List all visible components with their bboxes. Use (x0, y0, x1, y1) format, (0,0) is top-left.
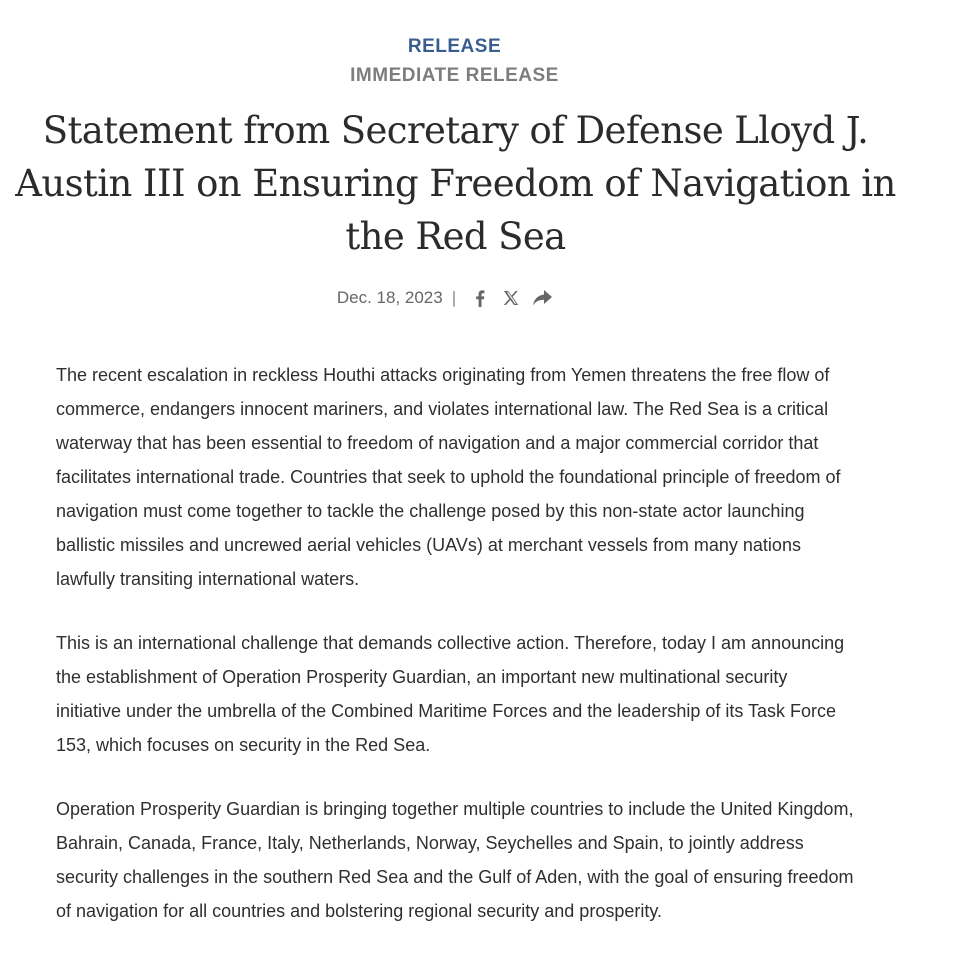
article-paragraph: The recent escalation in reckless Houthi attacks originating from Yemen threatens the free flow of commerce, endangers innocent mariners, and violates international law. The Red Sea is a critical waterway that has been essential to freedom of navigation and a major commercial corridor that facilitates international trade. Countries that seek to uphold the foundational principle of freedom of navigation must come together to tackle the challenge posed by this non-state actor launching ballistic missiles and uncrewed aerial vehicles (UAVs) at merchant vessels from many nations lawfully transiting international waters. (56, 365, 841, 589)
article-paragraph: This is an international challenge that demands collective action. Therefore, today I am announcing the establishment of Operation Prosperity Guardian, an important new multinational security initiative under the umbrella of the Combined Maritime Forces and the leadership of its Task Force 153, which focuses on security in the Red Sea. (56, 633, 845, 755)
x-icon (503, 290, 519, 306)
release-type: IMMEDIATE RELEASE (350, 65, 559, 86)
facebook-icon (475, 290, 485, 307)
article-meta (0, 288, 900, 308)
x-share-link[interactable] (501, 288, 521, 308)
release-kicker: RELEASE (407, 36, 502, 57)
facebook-share-link[interactable] (470, 288, 490, 308)
publish-date: Dec. 18, 2023 (336, 288, 443, 307)
share-icon (533, 290, 552, 306)
meta-separator: | (451, 288, 457, 307)
page-title: Statement from Secretary of Defense Lloyd J. Austin III on Ensuring Freedom of Navigation in the Red Sea (15, 109, 896, 258)
forward-share-link[interactable] (532, 288, 552, 308)
article-body (56, 358, 856, 958)
article-paragraph: Operation Prosperity Guardian is bringing together multiple countries to include the United Kingdom, Bahrain, Canada, France, Italy, Netherlands, Norway, Seychelles and Spain, to jointly address security challenges in the southern Red Sea and the Gulf of Aden, with the goal of ensuring freedom of navigation for all countries and bolstering regional security and prosperity. (56, 799, 854, 921)
